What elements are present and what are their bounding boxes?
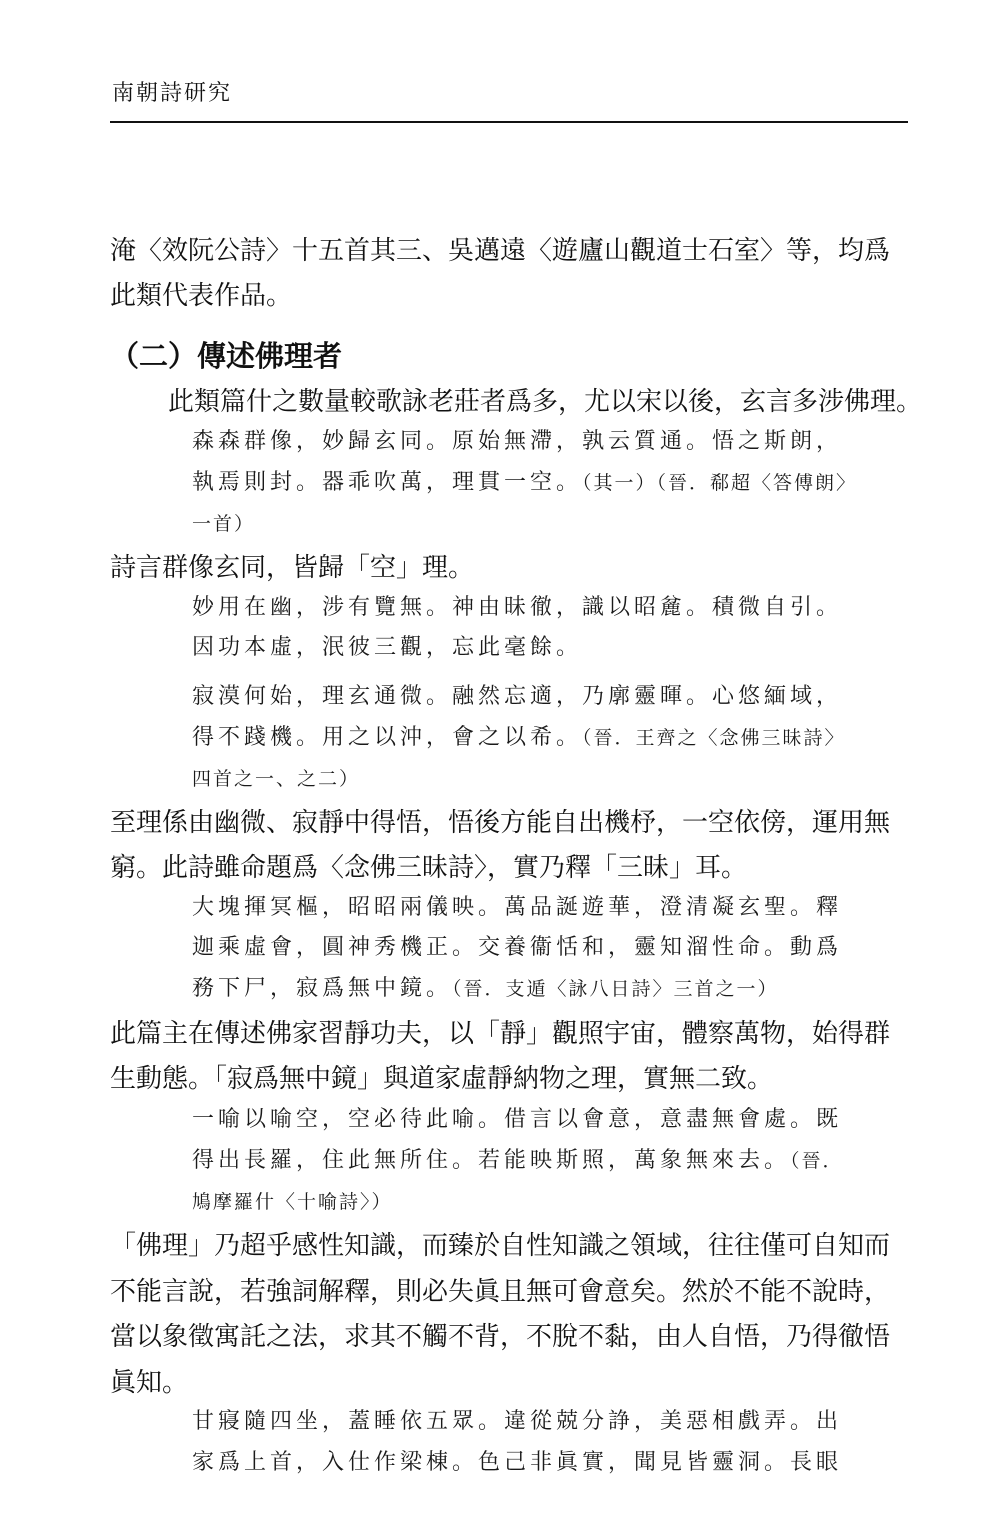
- quote-line: 迦乘虛會，圓神秀機正。交養衞恬和，靈知溜性命。動爲: [192, 935, 843, 960]
- paragraph-line: 不能言說，若強詞解釋，則必失眞且無可會意矣。然於不能不說時，: [110, 1277, 891, 1307]
- paragraph-line: 此類代表作品。: [110, 281, 293, 311]
- section-heading: （二）傳述佛理者: [110, 339, 343, 373]
- quote-source: 四首之一、之二）: [192, 768, 361, 790]
- quote-line: [192, 1140, 882, 1182]
- quote-line: [192, 758, 882, 800]
- quote-source: （晉．: [790, 1150, 844, 1172]
- quote-source: （其一）（晉．郗超〈答傅朗〉: [582, 472, 858, 494]
- quote-text: 執焉則封。器乖吹萬，理貫一空。: [192, 470, 583, 495]
- quote-source: （晉．支遁〈詠八日詩〉三首之一）: [452, 978, 779, 1000]
- quote-line: 因功本虛，泯彼三觀，忘此毫餘。: [192, 635, 583, 660]
- paragraph-line: 窮。此詩雖命題爲〈念佛三昧詩〉，實乃釋「三昧」耳。: [110, 853, 748, 883]
- paragraph-line: 生動態。「寂爲無中鏡」與道家虛靜納物之理，實無二致。: [110, 1064, 774, 1094]
- quote-line: [192, 503, 882, 545]
- quote-text: 得出長羅，住此無所住。若能映斯照，萬象無來去。: [192, 1148, 791, 1173]
- paragraph-line: 當以象徵寓託之法，求其不觸不背，不脫不黏，由人自悟，乃得徹悟: [110, 1322, 891, 1352]
- paragraph-line: 「佛理」乃超乎感性知識，而臻於自性知識之領域，往往僅可自知而: [110, 1231, 891, 1261]
- quote-source: 鳩摩羅什〈十喻詩〉）: [192, 1191, 393, 1213]
- quote-line: 家爲上首，入仕作梁棟。色己非眞實，聞見皆靈洞。長眼: [192, 1450, 843, 1475]
- running-header: 南朝詩研究: [112, 81, 233, 106]
- paragraph-line: 眞知。: [110, 1368, 189, 1398]
- quote-text: 得不踐機。用之以沖，會之以希。: [192, 725, 583, 750]
- quote-line: [192, 462, 882, 504]
- quote-line: 森森群像，妙歸玄同。原始無滯，孰云質通。悟之斯朗，: [192, 429, 843, 454]
- quote-line: 甘寢隨四坐，蓋睡依五眾。違從兢分諍，美惡相戲弄。出: [192, 1409, 843, 1434]
- paragraph-line: 至理係由幽微、寂靜中得悟，悟後方能自出機杼，一空依傍，運用無: [110, 808, 891, 838]
- paragraph-line: 此篇主在傳述佛家習靜功夫，以「靜」觀照宇宙，體察萬物，始得群: [110, 1019, 891, 1049]
- paragraph-line: 此類篇什之數量較歌詠老莊者爲多，尤以宋以後，玄言多涉佛理。: [168, 387, 923, 417]
- quote-line: 一喻以喻空，空必待此喻。借言以會意，意盡無會處。既: [192, 1107, 843, 1132]
- quote-line: [192, 717, 882, 759]
- paragraph-line: 淹〈效阮公詩〉十五首其三、吳邁遠〈遊廬山觀道士石室〉等，均爲: [110, 236, 891, 266]
- header-rule: [110, 121, 908, 123]
- quote-line: 妙用在幽，涉有覽無。神由昧徹，識以昭麄。積微自引。: [192, 595, 843, 620]
- paragraph-line: 詩言群像玄同，皆歸「空」理。: [110, 553, 475, 583]
- quote-line: 寂漠何始，理玄通微。融然忘適，乃廓靈暉。心悠緬域，: [192, 684, 843, 709]
- quote-text: 務下尸，寂爲無中鏡。: [192, 976, 453, 1001]
- quote-line: [192, 1181, 882, 1223]
- quote-source: （晉．王齊之〈念佛三昧詩〉: [582, 727, 846, 749]
- watermark: [4, 975, 46, 1220]
- quote-source: 一首）: [192, 513, 256, 535]
- quote-line: [192, 968, 882, 1010]
- quote-line: 大塊揮冥樞，昭昭兩儀映。萬品誕遊華，澄清凝玄聖。釋: [192, 895, 843, 920]
